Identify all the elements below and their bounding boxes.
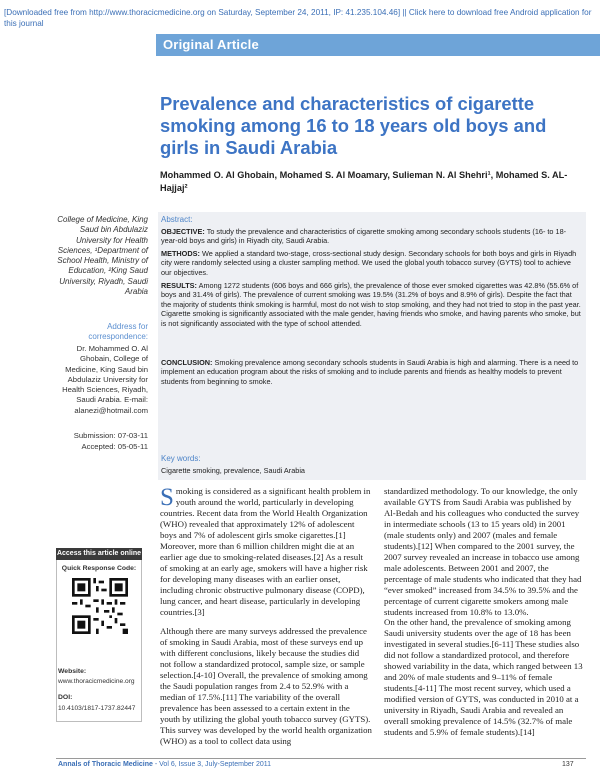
submission-date: Submission: 07-03-11 — [73, 431, 148, 440]
body-col2-para2: On the other hand, the prevalence of smoking among Saudi university students over the age of 18 has been investigated in several studies.[6-11] These studies also did not follow a standardized protocol, and therefore showed variability in the data, which ranged between 13 and 20% of male students and 9–11% of female students.[4-11] The most recent survey, which used a modified version of GYTS, was conducted in 2010 at a university in Riyadh, Saudi Arabia and revealed an overall smoking prevalence of 14.5% (32.7% of male students and 5.9% of female students).[14] — [384, 617, 583, 737]
drop-cap: S — [160, 484, 174, 511]
abstract-conclusion — [161, 358, 581, 386]
body-col1-para1 — [160, 486, 372, 618]
footer-issue: - Vol 6, Issue 3, July-September 2011 — [152, 761, 272, 768]
results-label: RESULTS: — [161, 281, 197, 290]
qr-code-icon[interactable] — [72, 578, 128, 634]
footer-journal: Annals of Thoracic Medicine — [58, 761, 153, 768]
download-banner[interactable]: [Downloaded free from http://www.thoracicmedicine.org on Saturday, September 24, 2011, IP: 41.235.104.46] || Click here to download free Android application for this journal — [4, 8, 592, 28]
conclusion-text: Smoking prevalence among secondary schools students in Saudi Arabia is high and alarming. There is a need to implement an education program about the risks of smoking and to include parents and friends as healthy models to prevent students from beginning to smoke. — [161, 358, 579, 386]
doi-value[interactable]: 10.4103/1817-1737.82447 — [58, 705, 136, 712]
section-tab-label: Original Article — [163, 37, 259, 52]
correspondence-heading: Address for correspondence: — [88, 322, 148, 342]
footer-divider — [56, 758, 586, 759]
objective-text: To study the prevalence and characteristics of cigarette smoking among secondary schools students (16- to 18-year-old boys and girls) in Riyadh city, Saudi Arabia. — [161, 227, 567, 246]
keywords-heading: Key words: — [161, 454, 201, 463]
methods-text: We applied a standard two-stage, cross-sectional study design. Secondary schools for both boys and girls in Riyadh city were randomly selected using a cluster sampling method. We used the global youth tobacco survey (GYTS) tool to achieve our objectives. — [161, 249, 577, 277]
footer-citation — [58, 761, 271, 768]
website-label: Website: — [58, 668, 87, 675]
abstract-results — [161, 281, 581, 328]
article-title: Prevalence and characteristics of cigarette smoking among 16 to 18 years old boys and girls in Saudi Arabia — [160, 93, 547, 158]
body-col1-para1-text: moking is considered as a significant health problem in youth around the world, particularly in developing countries. Recent data from the World Health Organization (WHO) revealed that approximately 12% of adolescent boys and 7% of adolescent girls smoke cigarettes.[1] Moreover, more than 6 million children might die at an earlier age due to smoking-related diseases.[2] As a result of smoking at an early age, smokers will have a higher risk for developing many diseases with an earlier onset, including chronic obstructive pulmonary disease (COPD), lung cancer, and heart disease, particularly in developing countries.[3] — [160, 486, 371, 617]
affiliations: College of Medicine, King Saud bin Abdulaziz University for Health Sciences, ¹Department of School Health, Ministry of Education, ²King Saud University, Riyadh, Saudi Arabia — [57, 215, 148, 297]
methods-label: METHODS: — [161, 249, 200, 258]
abstract-objective — [161, 227, 581, 246]
author-list: Mohammed O. Al Ghobain, Mohamed S. Al Moamary, Sulieman N. Al Shehri¹, Mohamed S. AL-Hajjaj² — [160, 170, 568, 193]
objective-label: OBJECTIVE: — [161, 227, 205, 236]
body-col2-para1: standardized methodology. To our knowledge, the only available GYTS from Saudi Arabia was published by Al-Bedah and his colleagues who conducted the survey in intermediate schools (13 to 15 years old) in 2001 (male students only) and 2007 (males and female students).[12] When compared to the 2001 survey, the 2007 survey revealed an increase in tobacco use among male adolescents. Between 2001 and 2007, the percentage of male students who indicated that they had “ever smoked” increased from 34.5% to 39.5% and the percentage of current cigarette smokers among male students increased from 10.8% to 13.0%. — [384, 486, 582, 617]
conclusion-label: CONCLUSION: — [161, 358, 213, 367]
keywords: Cigarette smoking, prevalence, Saudi Arabia — [161, 466, 305, 475]
abstract-heading: Abstract: — [161, 215, 193, 224]
page-number: 137 — [562, 761, 574, 768]
doi-label: DOI: — [58, 694, 73, 701]
accepted-date: Accepted: 05-05-11 — [81, 441, 148, 451]
access-online-heading: Access this article online — [56, 548, 142, 560]
submission-dates — [56, 431, 148, 452]
qr-code-label: Quick Response Code: — [61, 565, 137, 572]
correspondence: Dr. Mohammed O. Al Ghobain, College of Medicine, King Saud bin Abdulaziz University for Health Sciences, Riyadh, Saudi Arabia. E-mail: alanezi@hotmail.com — [62, 344, 148, 415]
website-link[interactable]: www.thoracicmedicine.org — [58, 678, 135, 685]
body-col1-para2: Although there are many surveys addressed the prevalence of smoking in Saudi Arabia, most of these surveys end up with different conclusions, likely because the studies did not follow a standardized protocol, sample size, or sample selection.[4-10] Overall, the prevalence of smoking among the Saudi population ranges from 2.4 to 52.9% with a median of 17.5%.[11] The variability of the overall prevalence has been assessed to a certain extent in the youth by utilizing the global youth tobacco survey (GYTS). This survey was developed by the world health organization (WHO) as a tool to collect data using — [160, 626, 372, 746]
results-text: Among 1272 students (606 boys and 666 girls), the prevalence of those ever smoked cigarettes was 42.8% (55.6% of boys and 31.4% of girls). The prevalence of current smoking was 19.5% (31.2% of boys and 8.9% of girls). Despite the fact that the majority of students think smoking is harmful, most do not wish to stop smoking, and they had not tried to stop in the past year. Cigarette smoking is significantly associated with the male gender, having friends who smoke, and having parents who smoke, but is not significantly associated with the type of school attended. — [161, 281, 581, 328]
abstract-methods — [161, 249, 581, 277]
